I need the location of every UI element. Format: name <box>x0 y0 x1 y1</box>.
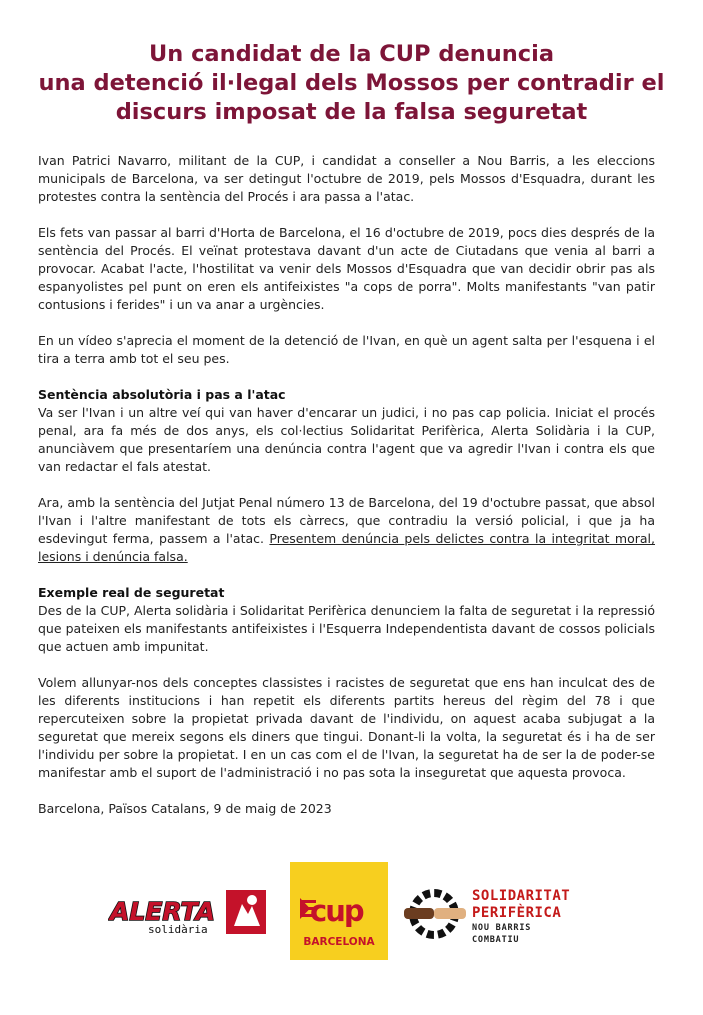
cup-barcelona-logo <box>290 862 388 960</box>
paragraph-trial: Va ser l'Ivan i un altre veí qui van haver d'encarar un judici, i no pas cap policia. Iniciat el procés penal, ara fa més de dos anys, els col·lectius Solidaritat Perifèrica, Alerta Solidària i la CUP, anunciàvem que presentaríem una denúncia contra l'agent que va agredir l'Ivan i contra els que van redactar el fals atestat. <box>38 405 655 474</box>
paragraph-video: En un vídeo s'aprecia el moment de la detenció de l'Ivan, en què un agent salta per l'esquena i el tira a terra amb tot el seu pes. <box>38 333 655 366</box>
cup-word: cup <box>310 894 363 928</box>
section-heading-security: Exemple real de seguretat <box>38 585 225 600</box>
complaint-link[interactable]: Presentem denúncia pels delictes contra la integritat moral, lesions i denúncia falsa. <box>38 531 655 564</box>
alerta-sub: solidària <box>148 923 208 936</box>
section-heading-sentence: Sentència absolutòria i pas a l'atac <box>38 387 286 402</box>
solidaritat-periferica-logo <box>402 886 582 945</box>
alerta-word: ALERTA <box>110 897 215 926</box>
solid-line-3: NOU BARRIS COMBATIU <box>472 923 532 945</box>
paragraph-denounce: Des de la CUP, Alerta solidària i Solidaritat Perifèrica denunciem la falta de seguretat i la repressió que pateixen els manifestants antifeixistes i l'Esquerra Independentista davant de cossos policials que actuen amb impunitat. <box>38 603 655 654</box>
title-line-2: una detenció il·legal dels Mossos per contradir el <box>38 70 665 96</box>
page-title <box>20 40 683 127</box>
title-line-1: Un candidat de la CUP denuncia <box>148 41 555 67</box>
paragraph-intro: Ivan Patrici Navarro, militant de la CUP, i candidat a conseller a Nou Barris, a les eleccions municipals de Barcelona, va ser detingut l'octubre de 2019, pels Mossos d'Esquadra, durant les protestes contra la sentència del Procés i ara passa a l'atac. <box>38 153 655 204</box>
title-line-3: discurs imposat de la falsa seguretat <box>115 99 588 125</box>
paragraph-facts: Els fets van passar al barri d'Horta de Barcelona, el 16 d'octubre de 2019, pocs dies després de la sentència del Procés. El veïnat protestava davant d'un acte de Ciutadans que venia al barri a provocar. Acabat l'acte, l'hostilitat va venir dels Mossos d'Esquadra que van decidir obrir pas als espanyolistes pel punt on eren els antifeixistes "a cops de porra". Molts manifestants "van patir contusions i ferides" i un va anar a urgències. <box>38 225 655 312</box>
article-body <box>38 152 655 836</box>
gear-handshake-icon <box>402 886 468 942</box>
cup-city: BARCELONA <box>303 936 375 948</box>
solidaritat-text <box>472 888 582 946</box>
solid-line-1: SOLIDARITAT <box>472 888 571 904</box>
logos-row <box>0 862 703 962</box>
paragraph-concepts: Volem allunyar-nos dels conceptes classistes i racistes de seguretat que ens han inculcat des de les diferents institucions i han repetit els diferents partits hereus del règim del 78 i que repercuteixen sobre la propietat privada davant de l'individu, on aquest acaba subjugat a la seguretat que mereix segons els diners que tingui. Donant-li la volta, la seguretat és i ha de ser l'individu per sobre la propietat. I en un cas com el de l'Ivan, la seguretat ha de ser la de poder-se manifestar amb el suport de l'administració i no pas sota la inseguretat que aquesta provoca. <box>38 675 655 780</box>
ruling-text: Ara, amb la sentència del Jutjat Penal número 13 de Barcelona, del 19 d'octubre passat, que absol l'Ivan i l'altre manifestant de tots els càrrecs, que contradiu la versió policial, i que ja ha esdevingut ferma, passem a l'atac. <box>38 495 655 546</box>
solid-line-2: PERIFÈRICA <box>472 905 562 921</box>
paragraph-ruling <box>38 494 655 566</box>
date-line: Barcelona, Països Catalans, 9 de maig de 2023 <box>38 801 332 816</box>
alerta-solidaria-logo <box>108 884 270 944</box>
